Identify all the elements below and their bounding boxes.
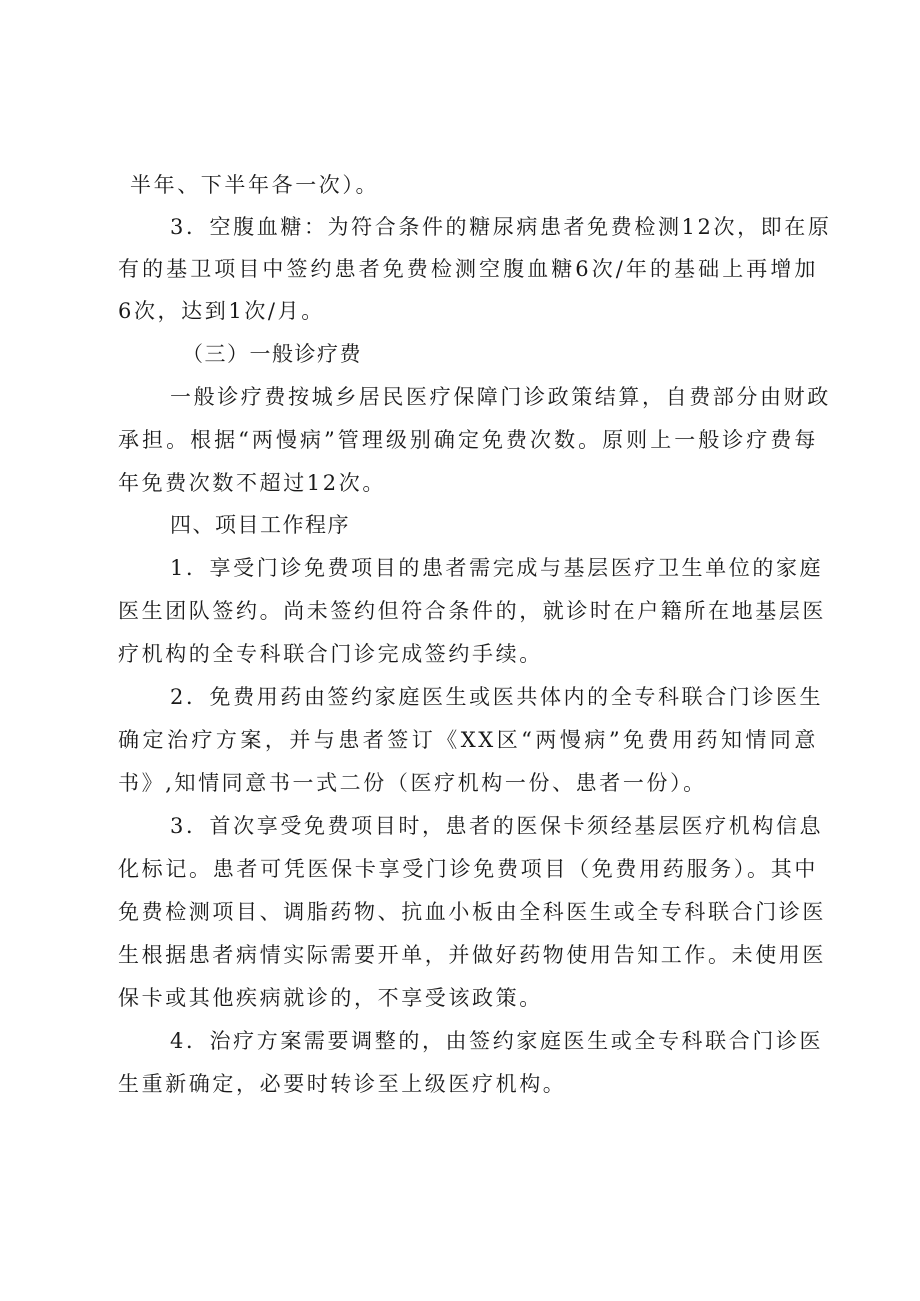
text-line-19: 生根据患者病情实际需要开单，并做好药物使用告知工作。未使用医	[118, 943, 826, 967]
text-line-21: 4．治疗方案需要调整的，由签约家庭医生或全专科联合门诊医	[170, 1029, 824, 1053]
text-line-20: 保卡或其他疾病就诊的，不享受该政策。	[118, 986, 543, 1010]
text-line-17: 化标记。患者可凭医保卡享受门诊免费项目（免费用药服务）。其中	[118, 857, 818, 881]
text-line-11: 医生团队签约。尚未签约但符合条件的，就诊时在户籍所在地基层医	[118, 599, 826, 623]
text-line-12: 疗机构的全专科联合门诊完成签约手续。	[118, 642, 543, 666]
text-line-7: 承担。根据“两慢病”管理级别确定免费次数。原则上一般诊疗费每	[118, 428, 818, 452]
text-line-3: 有的基卫项目中签约患者免费检测空腹血糖6次/年的基础上再增加	[118, 257, 818, 281]
text-line-2: 3．空腹血糖：为符合条件的糖尿病患者免费检测12次，即在原	[170, 215, 832, 239]
text-line-1: 半年、下半年各一次）。	[130, 173, 380, 197]
text-line-14: 确定治疗方案，并与患者签订《XX区“两慢病”免费用药知情同意	[118, 728, 818, 752]
text-line-22: 生重新确定，必要时转诊至上级医疗机构。	[118, 1072, 567, 1096]
section-heading-procedure: 四、项目工作程序	[170, 513, 350, 537]
text-line-18: 免费检测项目、调脂药物、抗血小板由全科医生或全专科联合门诊医	[118, 900, 826, 924]
text-line-6: 一般诊疗费按城乡居民医疗保障门诊政策结算，自费部分由财政	[170, 385, 831, 409]
text-line-16: 3．首次享受免费项目时，患者的医保卡须经基层医疗机构信息	[170, 814, 824, 838]
text-line-4: 6次，达到1次/月。	[118, 299, 325, 323]
text-line-15: 书》,知情同意书一式二份（医疗机构一份、患者一份）。	[118, 771, 707, 795]
text-line-10: 1．享受门诊免费项目的患者需完成与基层医疗卫生单位的家庭	[170, 556, 824, 580]
text-line-8: 年免费次数不超过12次。	[118, 471, 386, 495]
text-line-13: 2．免费用药由签约家庭医生或医共体内的全专科联合门诊医生	[170, 685, 824, 709]
section-heading-general-fee: （三）一般诊疗费	[182, 342, 362, 366]
